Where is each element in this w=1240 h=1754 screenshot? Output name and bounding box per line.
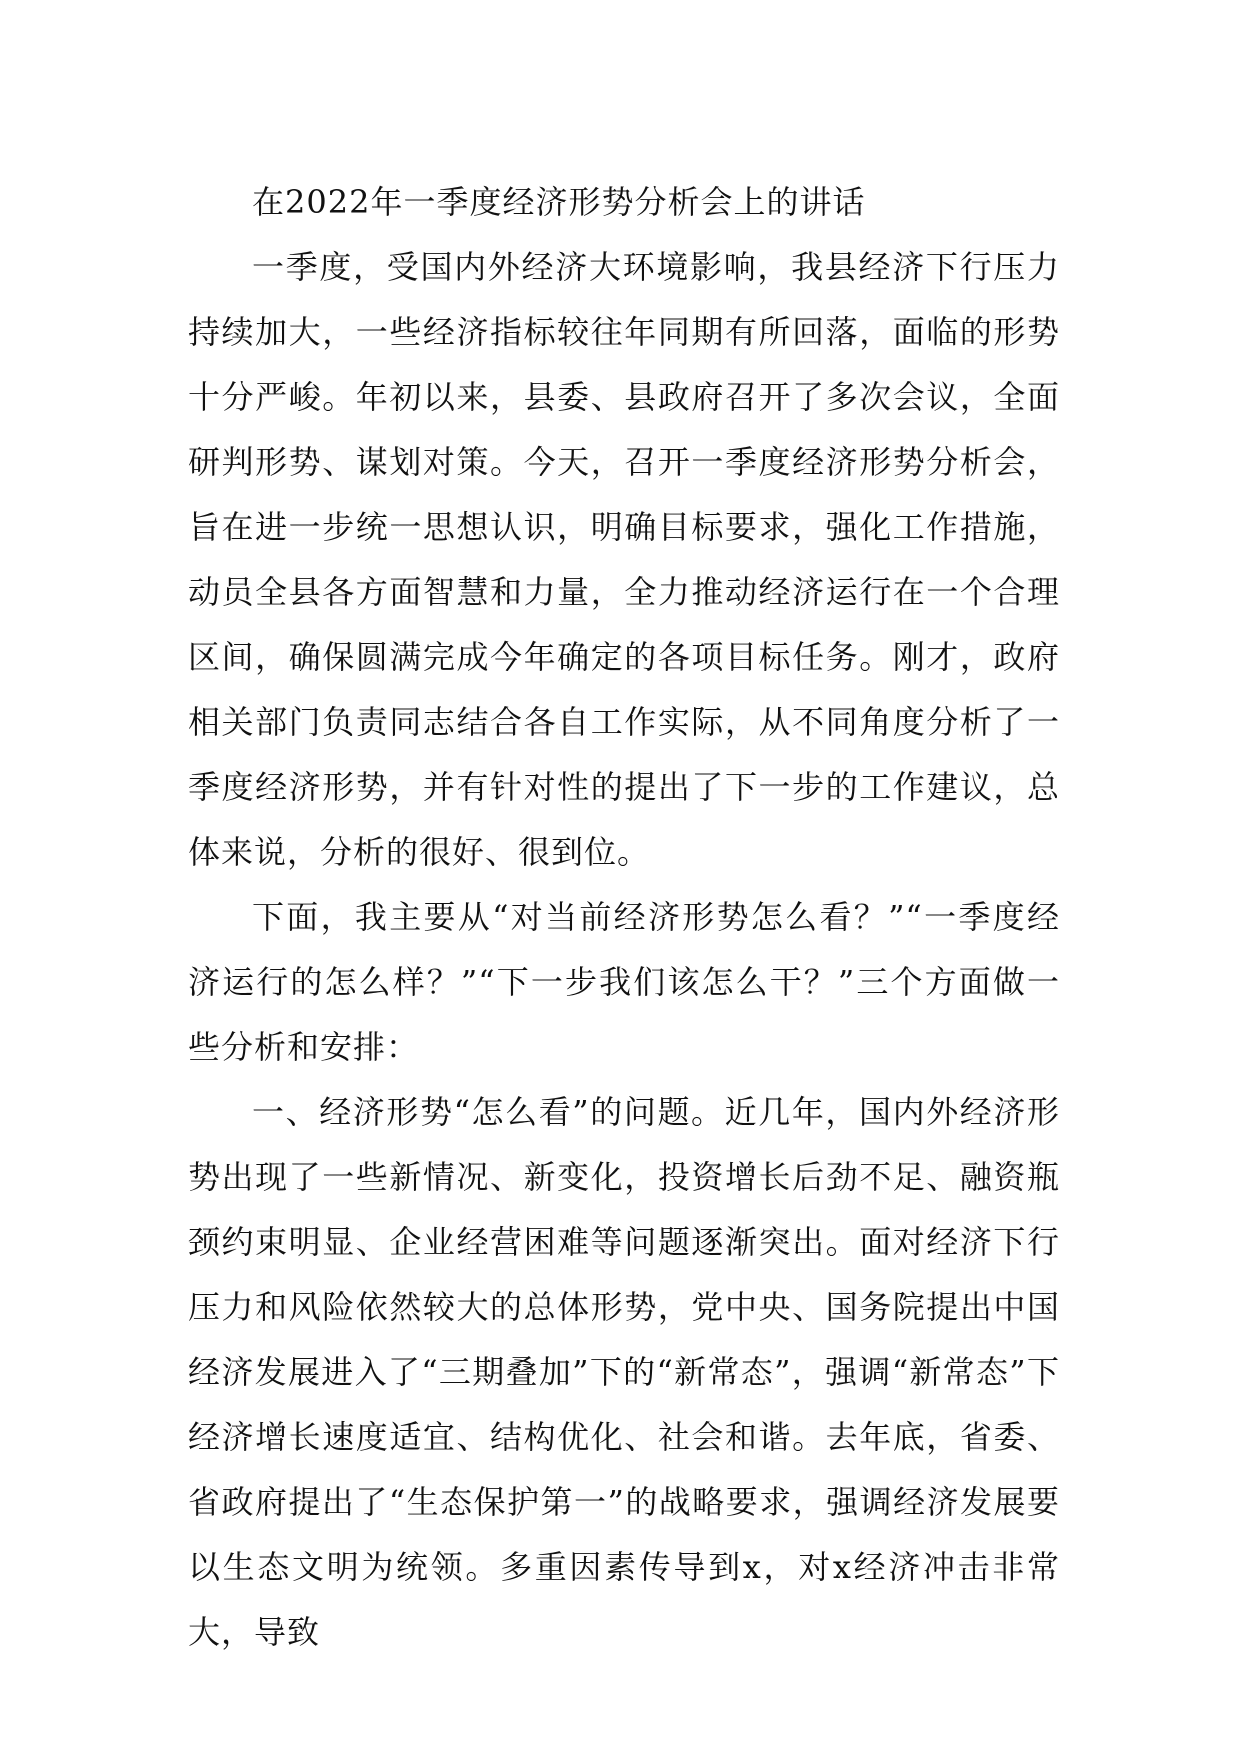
document-title: 在2022年一季度经济形势分析会上的讲话 bbox=[252, 183, 866, 221]
paragraph-outline: 下面，我主要从“对当前经济形势怎么看？”“一季度经济运行的怎么样？”“下一步我们该怎么干？”三个方面做一些分析和安排： bbox=[188, 898, 1060, 1066]
paragraph-section-one: 一、经济形势“怎么看”的问题。近几年，国内外经济形势出现了一些新情况、新变化，投资增长后劲不足、融资瓶颈约束明显、企业经营困难等问题逐渐突出。面对经济下行压力和风险依然较大的总体形势，党中央、国务院提出中国经济发展进入了“三期叠加”下的“新常态”，强调“新常态”下经济增长速度适宜、结构优化、社会和谐。去年底，省委、省政府提出了“生态保护第一”的战略要求，强调经济发展要以生态文明为统领。多重因素传导到x，对x经济冲击非常大，导致 bbox=[188, 1093, 1060, 1651]
document-body bbox=[188, 170, 1060, 1665]
paragraph-intro: 一季度，受国内外经济大环境影响，我县经济下行压力持续加大，一些经济指标较往年同期有所回落，面临的形势十分严峻。年初以来，县委、县政府召开了多次会议，全面研判形势、谋划对策。今天，召开一季度经济形势分析会，旨在进一步统一思想认识，明确目标要求，强化工作措施，动员全县各方面智慧和力量，全力推动经济运行在一个合理区间，确保圆满完成今年确定的各项目标任务。刚才，政府相关部门负责同志结合各自工作实际，从不同角度分析了一季度经济形势，并有针对性的提出了下一步的工作建议，总体来说，分析的很好、很到位。 bbox=[188, 248, 1060, 871]
